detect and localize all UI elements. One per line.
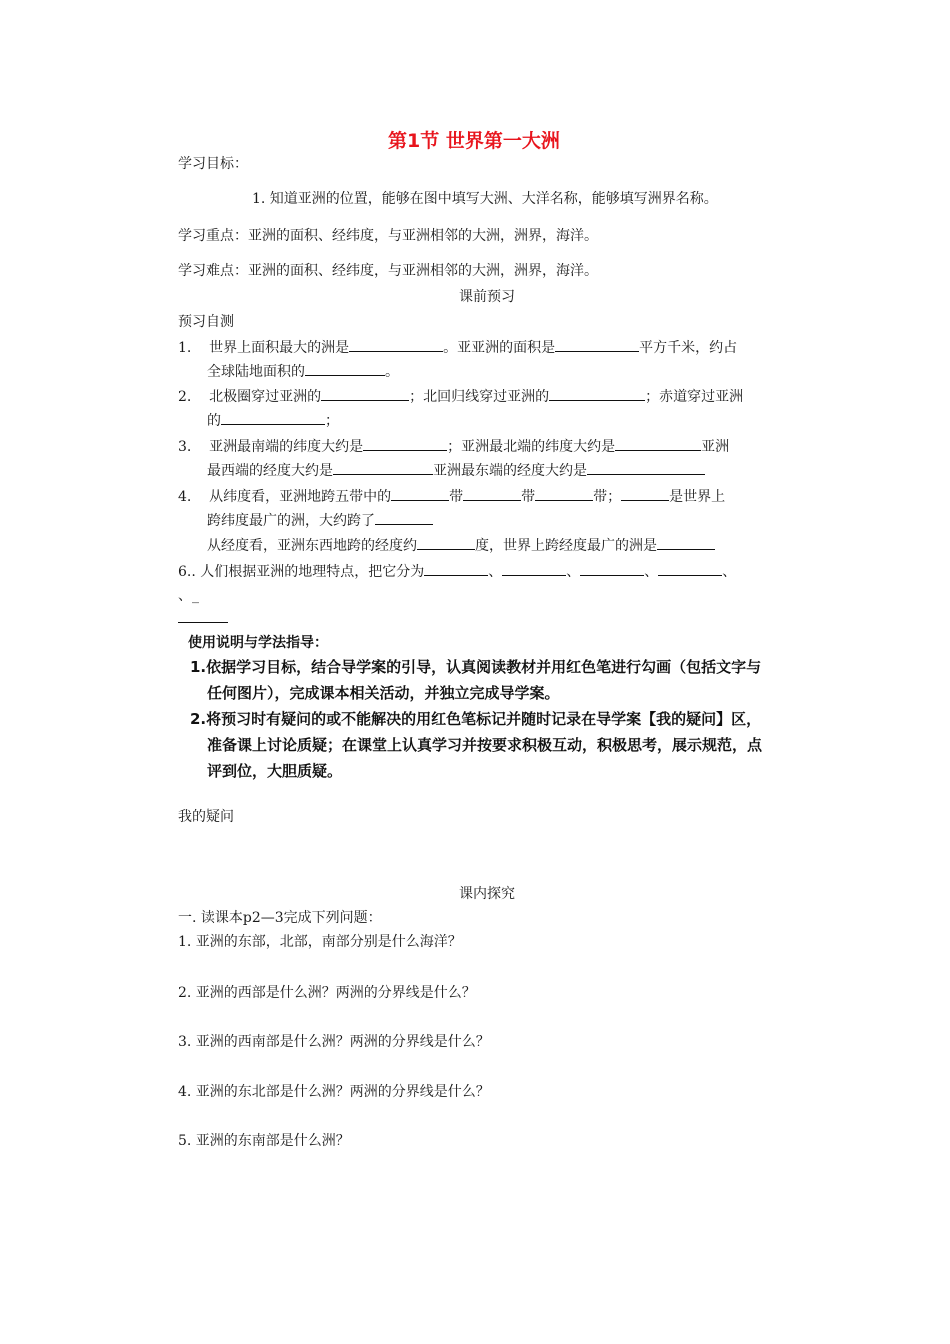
question-3-line-2 [207, 460, 705, 480]
question-text: 6.. 人们根据亚洲的地理特点，把它分为 [178, 564, 425, 580]
question-6-line-1 [178, 561, 736, 581]
instruction-line: 准备课上讨论质疑；在课堂上认真学习并按要求积极互动，积极思考，展示规范，点 [207, 736, 763, 754]
inquiry-heading: 课内探究 [459, 886, 515, 902]
answer-blank[interactable] [621, 486, 669, 501]
answer-blank[interactable] [363, 436, 447, 451]
answer-blank[interactable] [502, 561, 566, 576]
question-text: 带； [593, 489, 622, 505]
answer-blank[interactable] [555, 337, 639, 352]
question-1-line-1 [178, 337, 737, 357]
question-1-line-2 [207, 361, 399, 381]
question-text: 亚洲最东端的经度大约是 [433, 463, 587, 479]
answer-blank[interactable] [658, 561, 722, 576]
question-text: ；亚洲最北端的纬度大约是 [447, 439, 616, 455]
divider-line [178, 622, 228, 623]
answer-blank[interactable] [615, 436, 701, 451]
answer-blank[interactable] [587, 460, 705, 475]
question-text: 世界上面积最大的洲是 [209, 340, 350, 356]
answer-blank[interactable] [305, 361, 385, 376]
inquiry-question: 3. 亚洲的西南部是什么洲？两洲的分界线是什么？ [178, 1034, 490, 1050]
page-title: 第1节 世界第一大洲 [388, 130, 560, 152]
answer-blank[interactable] [580, 561, 644, 576]
question-text: 全球陆地面积的 [207, 364, 305, 380]
answer-blank[interactable] [321, 386, 409, 401]
instruction-line: 任何图片），完成课本相关活动，并独立完成导学案。 [207, 684, 560, 702]
goals-label: 学习目标： [178, 156, 248, 172]
instruction-line: 评到位，大胆质疑。 [207, 762, 343, 780]
separator: 、 [644, 564, 659, 580]
question-3-line-1 [178, 436, 729, 456]
question-text: 亚洲 [701, 439, 730, 455]
question-text: 带 [521, 489, 536, 505]
self-test-label: 预习自测 [178, 314, 234, 330]
preview-heading: 课前预习 [459, 289, 515, 305]
answer-blank[interactable] [375, 510, 433, 525]
question-6-line-2: 、_ [178, 588, 199, 604]
question-number: 1. [178, 340, 192, 356]
answer-blank[interactable] [333, 460, 433, 475]
answer-blank[interactable] [424, 561, 488, 576]
answer-blank[interactable] [657, 535, 715, 550]
question-text: 跨纬度最广的洲，大约跨了 [207, 513, 375, 529]
question-2-line-2 [207, 410, 339, 430]
question-text: 的 [207, 413, 221, 429]
inquiry-question: 4. 亚洲的东北部是什么洲？两洲的分界线是什么？ [178, 1084, 490, 1100]
question-text: ；北回归线穿过亚洲的 [409, 389, 550, 405]
question-text: ；赤道穿过亚洲 [645, 389, 744, 405]
question-4-line-2 [207, 510, 433, 530]
answer-blank[interactable] [391, 486, 449, 501]
separator: 、 [566, 564, 581, 580]
question-number: 2. [178, 389, 192, 405]
question-4-line-3 [207, 535, 715, 555]
key-points: 学习重点：亚洲的面积、经纬度，与亚洲相邻的大洲，洲界，海洋。 [178, 228, 598, 244]
instruction-line: 1.依据学习目标，结合导学案的引导，认真阅读教材并用红色笔进行勾画（包括文字与 [190, 658, 762, 676]
goal-1: 1. 知道亚洲的位置，能够在图中填写大洲、大洋名称，能够填写洲界名称。 [252, 191, 718, 207]
instructions-title: 使用说明与学法指导： [188, 635, 328, 651]
difficulties: 学习难点：亚洲的面积、经纬度，与亚洲相邻的大洲，洲界，海洋。 [178, 263, 598, 279]
separator: 、 [488, 564, 503, 580]
instruction-line: 2.将预习时有疑问的或不能解决的用红色笔标记并随时记录在导学案【我的疑问】区， [190, 710, 762, 728]
answer-blank[interactable] [463, 486, 521, 501]
question-text: 带 [449, 489, 464, 505]
question-text: 最西端的经度大约是 [207, 463, 333, 479]
answer-blank[interactable] [221, 410, 325, 425]
answer-blank[interactable] [535, 486, 593, 501]
question-number: 4. [178, 489, 192, 505]
question-text: 度，世界上跨经度最广的洲是 [475, 538, 657, 554]
question-text: 。亚亚洲的面积是 [443, 340, 556, 356]
question-text: 北极圈穿过亚洲的 [209, 389, 322, 405]
my-questions-label: 我的疑问 [178, 809, 234, 825]
answer-blank[interactable] [549, 386, 645, 401]
inquiry-question: 1. 亚洲的东部，北部，南部分别是什么海洋？ [178, 934, 462, 950]
inquiry-question: 5. 亚洲的东南部是什么洲？ [178, 1133, 350, 1149]
answer-blank[interactable] [349, 337, 443, 352]
separator: 、 [722, 564, 737, 580]
question-text: 亚洲最南端的纬度大约是 [209, 439, 364, 455]
question-text: 从纬度看，亚洲地跨五带中的 [209, 489, 392, 505]
question-text: 。 [385, 364, 399, 380]
question-text: 从经度看，亚洲东西地跨的经度约 [207, 538, 417, 554]
question-2-line-1 [178, 386, 743, 406]
question-number: 3. [178, 439, 192, 455]
question-4-line-1 [178, 486, 725, 506]
inquiry-intro: 一. 读课本p2—3完成下列问题： [178, 910, 382, 926]
inquiry-question: 2. 亚洲的西部是什么洲？两洲的分界线是什么？ [178, 985, 476, 1001]
answer-blank[interactable] [417, 535, 475, 550]
question-text: ； [325, 413, 339, 429]
question-text: 是世界上 [669, 489, 726, 505]
question-text: 平方千米，约占 [639, 340, 738, 356]
